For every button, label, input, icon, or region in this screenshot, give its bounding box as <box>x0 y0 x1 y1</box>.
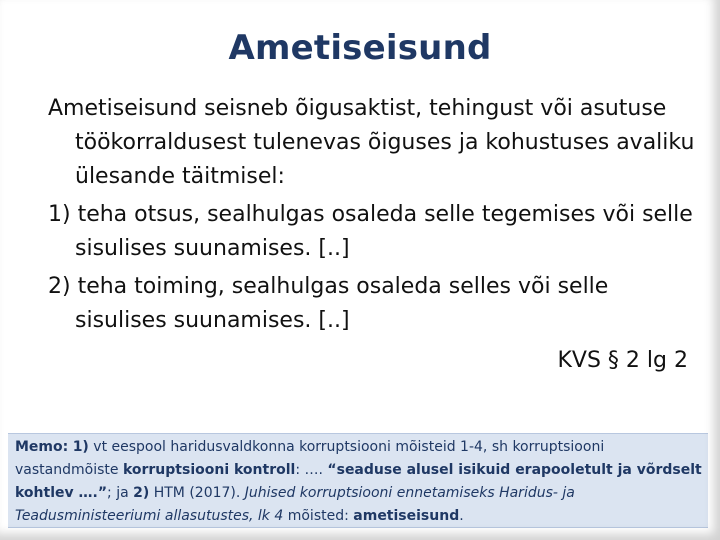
memo-term-kontroll: korruptsiooni kontroll <box>122 462 296 478</box>
law-reference: KVS § 2 lg 2 <box>557 348 688 373</box>
memo-text: : …. <box>295 462 328 478</box>
memo-text: . <box>459 508 464 524</box>
memo-text: vt eespool haridusvaldkonna korruptsiooni mõisteid 1-4, sh korruptsiooni vastandmõiste <box>15 439 605 478</box>
memo-text: HTM (2017). <box>149 485 245 501</box>
memo-point-2-number: 2) <box>133 485 150 501</box>
memo-term-ametiseisund: ametiseisund <box>353 508 460 524</box>
intro-paragraph: Ametiseisund seisneb õigusaktist, tehingust või asutuse töökorraldusest tulenevas õiguses ja kohustuses avaliku ülesande täitmisel: <box>48 96 695 189</box>
memo-label: Memo: <box>15 439 69 455</box>
list-item-1: 1) teha otsus, sealhulgas osaleda selle tegemises või selle sisulises suunamises. [..] <box>48 202 693 261</box>
memo-text: mõisted: <box>283 508 354 524</box>
slide-body <box>48 92 698 378</box>
slide-title: Ametiseisund <box>228 28 492 68</box>
memo-point-1-number: 1) <box>72 439 89 455</box>
memo-text: ; ja <box>107 485 134 501</box>
memo-box <box>8 433 708 528</box>
memo-quote: “seaduse alusel isikuid erapooletult ja võrdselt kohtlev ….” <box>15 462 702 501</box>
memo-source-title: Juhised korruptsiooni ennetamiseks Haridus- ja Teadusministeeriumi allasutustes, lk 4 <box>15 485 575 524</box>
list-item-2: 2) teha toiming, sealhulgas osaleda selles või selle sisulises suunamises. [..] <box>48 274 609 333</box>
